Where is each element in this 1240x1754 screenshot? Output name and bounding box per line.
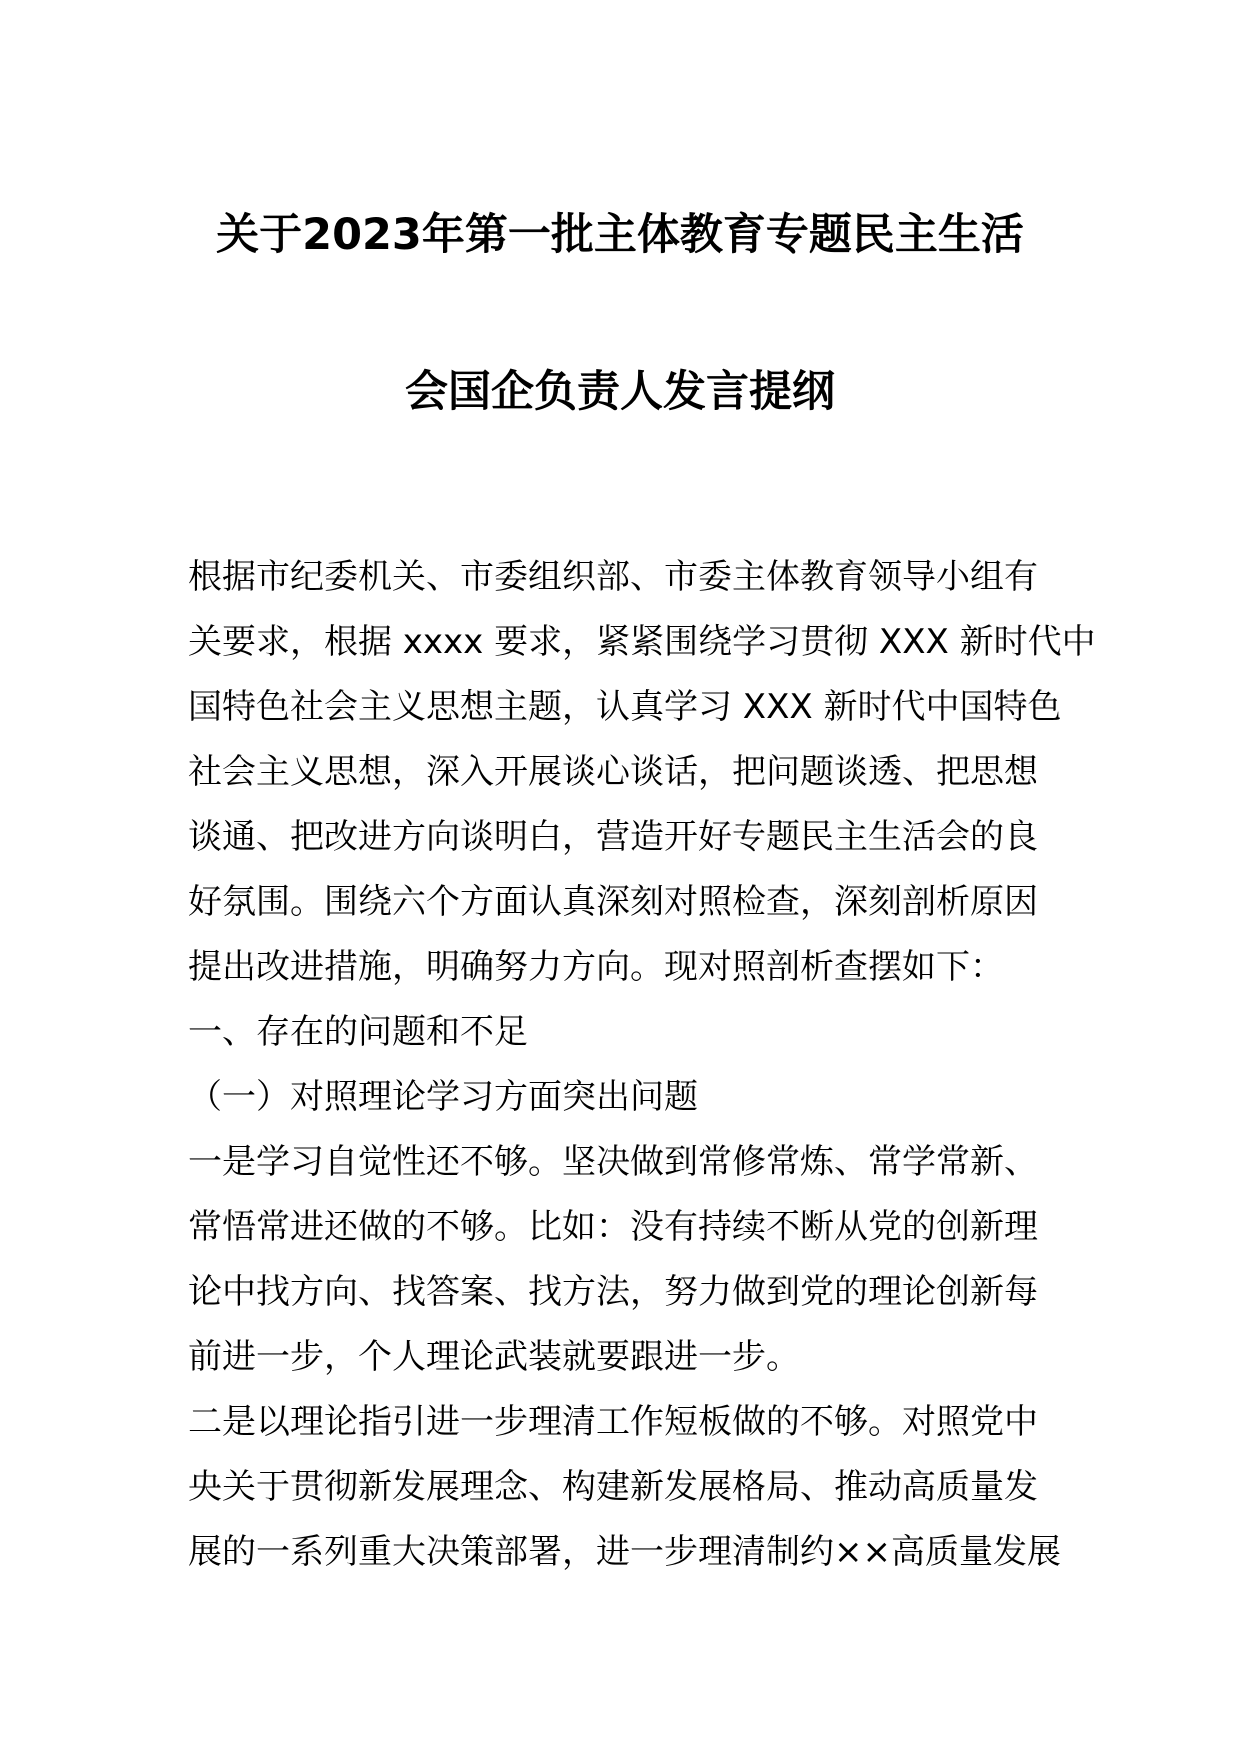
document-body — [188, 545, 1096, 1585]
document-title-line-2: 会国企负责人发言提纲 — [405, 367, 835, 417]
body-line: 社会主义思想，深入开展谈心谈话，把问题谈透、把思想 — [188, 752, 1038, 792]
body-line: 论中找方向、找答案、找方法，努力做到党的理论创新每 — [188, 1272, 1038, 1312]
body-line: 展的一系列重大决策部署，进一步理清制约××高质量发展 — [188, 1532, 1061, 1572]
section-heading: 一、存在的问题和不足 — [188, 1012, 528, 1052]
subsection-heading: （一）对照理论学习方面突出问题 — [188, 1077, 698, 1117]
body-line: 常悟常进还做的不够。比如：没有持续不断从党的创新理 — [188, 1207, 1038, 1247]
body-line: 关要求，根据 xxxx 要求，紧紧围绕学习贯彻 XXX 新时代中 — [188, 622, 1096, 662]
body-line: 根据市纪委机关、市委组织部、市委主体教育领导小组有 — [188, 557, 1038, 597]
body-line: 一是学习自觉性还不够。坚决做到常修常炼、常学常新、 — [188, 1142, 1038, 1182]
body-line: 好氛围。围绕六个方面认真深刻对照检查，深刻剖析原因 — [188, 882, 1038, 922]
body-line: 提出改进措施，明确努力方向。现对照剖析查摆如下： — [188, 947, 1004, 987]
body-line: 央关于贯彻新发展理念、构建新发展格局、推动高质量发 — [188, 1467, 1038, 1507]
body-line: 前进一步，个人理论武装就要跟进一步。 — [188, 1337, 800, 1377]
body-line: 二是以理论指引进一步理清工作短板做的不够。对照党中 — [188, 1402, 1038, 1442]
body-line: 国特色社会主义思想主题，认真学习 XXX 新时代中国特色 — [188, 687, 1062, 727]
document-title-line-1: 关于2023年第一批主体教育专题民主生活 — [216, 210, 1024, 260]
body-line: 谈通、把改进方向谈明白，营造开好专题民主生活会的良 — [188, 817, 1038, 857]
